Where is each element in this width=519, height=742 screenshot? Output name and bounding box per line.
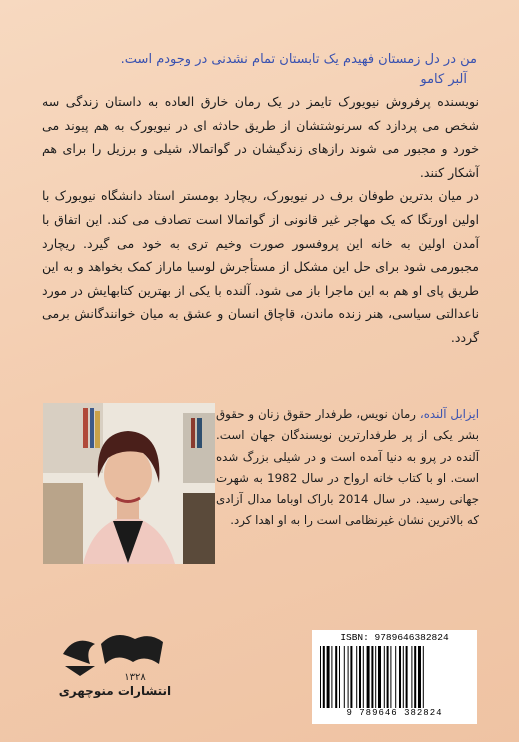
synopsis [42, 90, 479, 350]
quote-author: آلبر کامو [420, 72, 467, 87]
isbn-label: ISBN: 9789646382824 [340, 632, 449, 643]
barcode-bar [395, 646, 396, 708]
synopsis-paragraph-1: نویسنده پرفروش نیویورک تایمز در یک رمان خارق العاده به داستان زندگی سه شخص می پردازد که سرنوشتشان از طریق حادثه ای در نیویورک به هم پیوند می خورد و مجبور می شوند رازهای زندگیشان در گواتمالا، شیلی و برزیل را برای هم آشکار کنند. [42, 94, 479, 180]
author-bio [216, 404, 479, 532]
barcode-bar [320, 646, 321, 708]
barcode-bar [371, 646, 373, 708]
barcode-bar [403, 646, 404, 708]
author-photo [43, 403, 215, 564]
author-name: ایزابل آلنده، [419, 407, 479, 421]
quote-text: من در دل زمستان فهیدم یک تابستان تمام نشدنی در وجودم است. [120, 52, 477, 67]
synopsis-paragraph-2: در میان بدترین طوفان برف در نیویورک، ریچارد بومستر استاد دانشگاه نیویورک با اولین اورتگا که یک مهاجر غیر قانونی از گواتمالا است تصادف می کند. این اتفاق با آمدن اولین به خانه این پروفسور صورت وخیم تری به خود می گیرد. ریچارد مجبورمی شود برای حل این مشکل از مستأجرش لوسیا ماراز کمک بخواهد و به این طریق پای او هم به این ماجرا باز می شود. آلنده با یکی از بهترین کتابهایش در مورد ناعدالتی سیاسی، هنر زنده ماندن، قاچاق انسان و عشق به میان خوانندگانش برمی گردد. [42, 188, 479, 345]
barcode-bar [406, 646, 408, 708]
barcode-bar [378, 646, 381, 708]
barcode-bar [418, 646, 421, 708]
barcode-bars [318, 646, 471, 708]
barcode-digits: 9 789646 382824 [346, 708, 443, 718]
barcode-bar [331, 646, 332, 708]
barcode-bar [387, 646, 389, 708]
barcode-bar [323, 646, 325, 708]
barcode-bar [423, 646, 424, 708]
barcode-bar [399, 646, 401, 708]
barcode-bar [384, 646, 385, 708]
barcode-bar [335, 646, 337, 708]
barcode-bar [390, 646, 391, 708]
publisher-year: ۱۳۲۸ [124, 672, 146, 683]
barcode-bar [363, 646, 364, 708]
barcode-bar [356, 646, 357, 708]
barcode-bar [344, 646, 345, 708]
barcode-bar [359, 646, 361, 708]
isbn-barcode [312, 630, 477, 724]
publisher-logo [55, 624, 175, 714]
barcode-bar [411, 646, 412, 708]
author-bio-text: رمان نویس، طرفدار حقوق زنان و حقوق بشر یکی از پر طرفدارترین نویسندگان جهان است. آلنده در پرو به دنیا آمده است و در شیلی بزرگ شده است. او با کتاب خانه ارواح در سال 1982 به شهرت جهانی رسید. در سال 2014 باراک اوباما مدال آزادی که بالاترین نشان غیرنظامی است را به او اهدا کرد. [216, 407, 479, 528]
barcode-bar [348, 646, 349, 708]
author-quote [40, 50, 477, 90]
barcode-bar [367, 646, 370, 708]
barcode-bar [339, 646, 340, 708]
barcode-bar [375, 646, 376, 708]
publisher-name: انتشارات منوچهری [58, 684, 172, 698]
barcode-bar [327, 646, 330, 708]
barcode-bar [350, 646, 352, 708]
barcode-bar [414, 646, 416, 708]
